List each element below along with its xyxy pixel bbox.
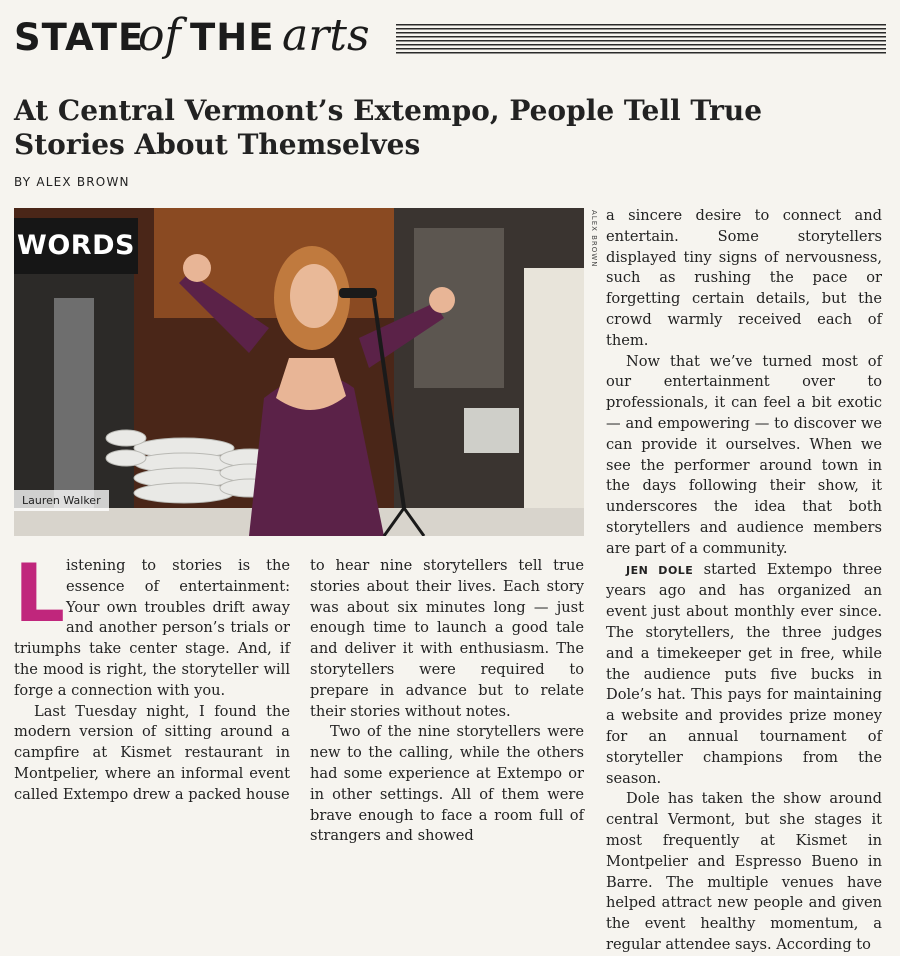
- words-badge: WORDS: [14, 218, 138, 274]
- masthead: [14, 10, 886, 66]
- byline: BY ALEX BROWN: [14, 175, 130, 189]
- dropcap: L: [14, 547, 65, 640]
- paragraph-6: Dole has taken the show around central Vermont, but she stages it most frequently at Kismet in Montpelier and Espresso Bueno in Barre. The multiple venues have helped attract new people and given the event healthy momentum, a regular attendee says. According to: [606, 790, 882, 953]
- article-column-1: [14, 547, 290, 806]
- article-photo: [14, 208, 584, 536]
- headline: At Central Vermont’s Extempo, People Tell True Stories About Themselves: [14, 94, 763, 161]
- photo-credit: [588, 210, 598, 270]
- paragraph-3-continued: a sincere desire to connect and entertain. Some storytellers displayed tiny signs of nervousness, such as rushing the pace or forgetting certain details, but the crowd warmly received each of them.: [606, 207, 882, 349]
- article-column-2: [310, 556, 584, 847]
- paragraph-5-text: started Extempo three years ago and has organized an event just about monthly ever since. The storytellers, the three judges and a timekeeper get in free, while the audience puts five bucks in Dole’s hat. This pays for maintaining a website and provides prize money for an annual tournament of storyteller champions from the season.: [606, 560, 882, 787]
- paragraph-5: [606, 560, 882, 790]
- photo-credit-text: ALEX BROWN: [590, 210, 598, 268]
- paragraph-4: Now that we’ve turned most of our entertainment over to professionals, it can feel a bit exotic — and empowering — to discover we can provide it ourselves. When we see the performer around town in the days following their show, it underscores the idea that both storytellers and audience members are part of a community.: [606, 352, 882, 557]
- paragraph-3: Two of the nine storytellers were new to the calling, while the others had some experience at Extempo or in other settings. All of them were brave enough to face a room full of strangers and showed: [310, 723, 584, 845]
- masthead-arts: arts: [282, 10, 370, 61]
- paragraph-1: [14, 547, 290, 702]
- paragraph-2-continued: to hear nine storytellers tell true stories about their lives. Each story was about six minutes long — just enough time to launch a good tale and deliver it with enthusiasm. The storytellers were required to prepare in advance but to relate their stories without notes.: [310, 557, 584, 720]
- masthead-rules: [396, 24, 886, 56]
- photo-caption: Lauren Walker: [14, 490, 109, 511]
- lead-name: JEN DOLE: [626, 563, 694, 577]
- article-column-3: [606, 206, 882, 956]
- paragraph-2: Last Tuesday night, I found the modern version of sitting around a campfire at Kismet restaurant in Montpelier, where an informal event called Extempo drew a packed house: [14, 702, 290, 803]
- masthead-state: STATE: [14, 16, 145, 59]
- masthead-the: THE: [190, 16, 275, 59]
- paragraph-1-text: istening to stories is the essence of entertainment: Your own troubles drift away and another person’s trials or triumphs take center stage. And, if the mood is right, the storyteller will forge a connection with you.: [14, 557, 290, 699]
- masthead-of: of: [138, 10, 181, 61]
